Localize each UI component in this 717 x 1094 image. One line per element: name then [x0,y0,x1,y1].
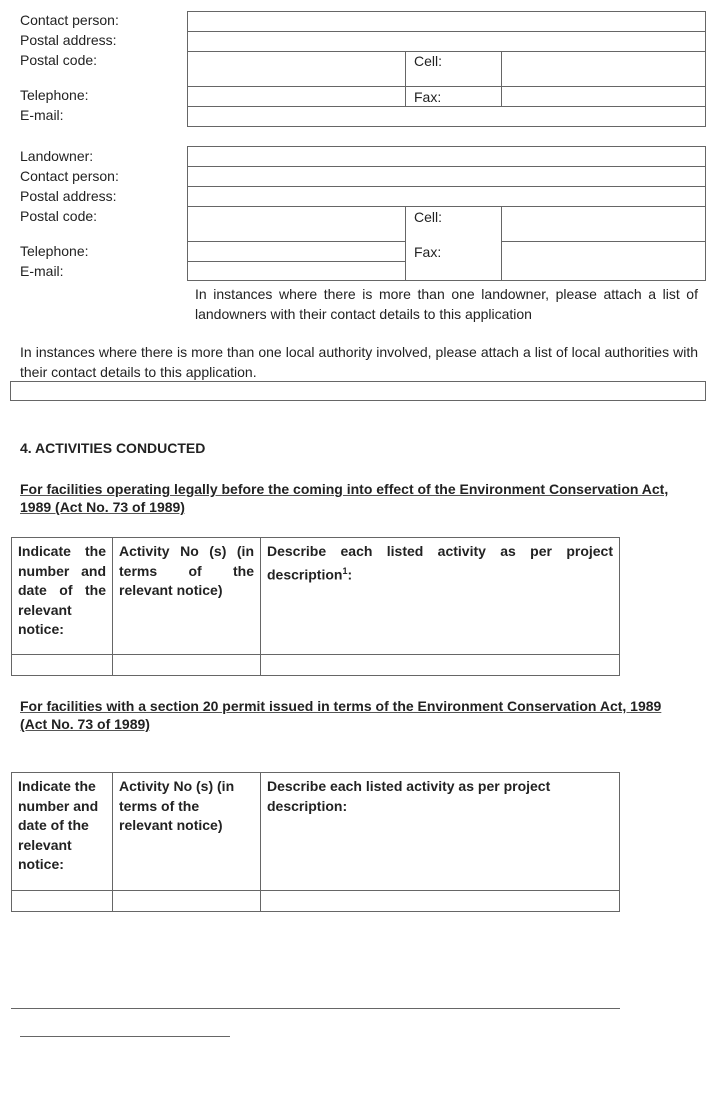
notice-column-header: Indicate the number and date of the relevant notice: [12,538,113,655]
description-column-header [261,538,620,655]
landowner-contact-person-label: Contact person: [20,168,119,184]
fax-field[interactable] [501,86,706,107]
activities-table-legal [11,537,620,676]
notice-cell[interactable] [12,891,113,912]
divider [405,86,502,87]
description-header-colon: : [347,566,353,583]
activities-table-permit [11,772,620,912]
postal-address-label: Postal address: [20,32,117,48]
notice-column-header: Indicate the number and date of the relevant notice: [12,773,113,891]
telephone-field[interactable] [187,86,406,107]
landowner-postal-address-label: Postal address: [20,188,117,204]
postal-address-field[interactable] [187,31,706,52]
landowner-postal-address-field[interactable] [187,186,706,207]
notice-cell[interactable] [12,655,113,676]
landowner-fax-field[interactable] [501,241,706,281]
footnote-marker: 1 [342,565,348,576]
landowner-telephone-label: Telephone: [20,243,89,259]
contact-person-label: Contact person: [20,12,119,28]
contact-person-field[interactable] [187,11,706,32]
landowner-cell-label: Cell: [414,209,443,225]
activity-no-cell[interactable] [113,891,261,912]
landowner-label: Landowner: [20,148,94,164]
description-header-text: Describe each listed activity as per project description [267,543,613,583]
postal-code-field[interactable] [187,51,406,87]
telephone-label: Telephone: [20,87,89,103]
cell-label: Cell: [414,53,443,69]
permit-facilities-heading [20,697,690,733]
landowner-email-label: E-mail: [20,263,64,279]
legal-facilities-heading [20,480,670,516]
local-authority-note: In instances where there is more than one local authority involved, please attach a list of local authorities with their contact details to this application. [20,344,698,380]
landowner-note: In instances where there is more than one landowner, please attach a list of landowners with their contact details to this application [195,286,698,322]
cell-field[interactable] [501,51,706,87]
landowner-fax-label: Fax: [414,244,442,260]
landowner-cell-field[interactable] [501,206,706,242]
activity-no-cell[interactable] [113,655,261,676]
permit-facilities-heading-text: For facilities with a section 20 permit issued in terms of the Environment Conservation Act, 1989 (Act No. 73 of 1989) [20,698,662,732]
postal-code-label: Postal code: [20,52,98,68]
local-authority-field[interactable] [10,381,706,401]
landowner-contact-person-field[interactable] [187,166,706,187]
fax-label: Fax: [414,89,442,105]
bottom-rule [11,1008,620,1009]
activity-no-column-header: Activity No (s) (in terms of the relevant notice) [113,538,261,655]
section-heading: 4. ACTIVITIES CONDUCTED [20,440,206,456]
footnote-separator [20,1036,230,1037]
landowner-field[interactable] [187,146,706,167]
description-cell[interactable] [261,891,620,912]
email-field[interactable] [187,106,706,127]
email-label: E-mail: [20,107,64,123]
landowner-postal-code-label: Postal code: [20,208,98,224]
description-cell[interactable] [261,655,620,676]
legal-facilities-heading-text: For facilities operating legally before the coming into effect of the Environment Conservation Act, 1989 (Act No. 73 of 1989) [20,481,669,515]
description-column-header: Describe each listed activity as per project description: [261,773,620,891]
landowner-email-field[interactable] [187,261,406,281]
landowner-postal-code-field[interactable] [187,206,406,242]
landowner-telephone-field[interactable] [187,241,406,262]
activity-no-column-header: Activity No (s) (in terms of the relevant notice) [113,773,261,891]
